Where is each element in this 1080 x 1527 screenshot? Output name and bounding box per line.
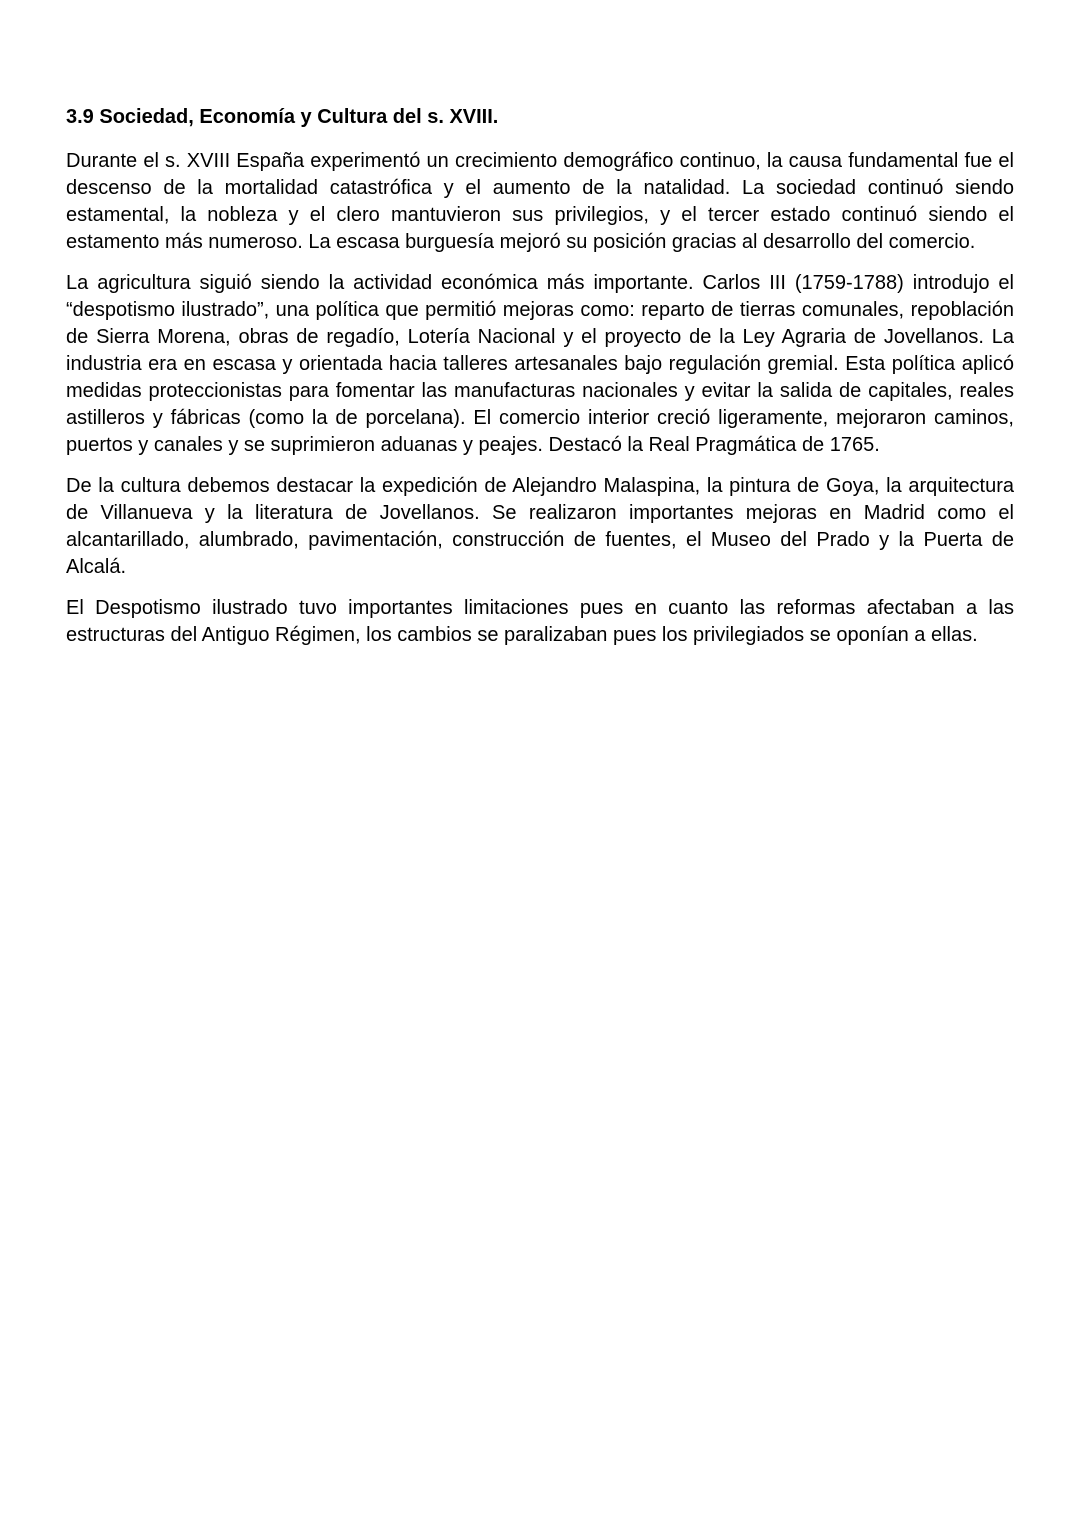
- paragraph-culture: De la cultura debemos destacar la expedición de Alejandro Malaspina, la pintura de Goya, la arquitectura de Villanueva y la literatura de Jovellanos. Se realizaron importantes mejoras en Madrid como el alcantarillado, alumbrado, pavimentación, construcción de fuentes, el Museo del Prado y la Puerta de Alcalá.: [66, 475, 1014, 578]
- section-heading: 3.9 Sociedad, Economía y Cultura del s. XVIII.: [66, 106, 499, 128]
- paragraph-demography: Durante el s. XVIII España experimentó un crecimiento demográfico continuo, la causa fundamental fue el descenso de la mortalidad catastrófica y el aumento de la natalidad. La sociedad continuó siendo estamental, la nobleza y el clero mantuvieron sus privilegios, y el tercer estado continuó siendo el estamento más numeroso. La escasa burguesía mejoró su posición gracias al desarrollo del comercio.: [66, 150, 1014, 253]
- paragraph-economy: La agricultura siguió siendo la actividad económica más importante. Carlos III (1759-1788) introdujo el “despotismo ilustrado”, una política que permitió mejoras como: reparto de tierras comunales, repoblación de Sierra Morena, obras de regadío, Lotería Nacional y el proyecto de la Ley Agraria de Jovellanos. La industria era en escasa y orientada hacia talleres artesanales bajo regulación gremial. Esta política aplicó medidas proteccionistas para fomentar las manufacturas nacionales y evitar la salida de capitales, reales astilleros y fábricas (como la de porcelana). El comercio interior creció ligeramente, mejoraron caminos, puertos y canales y se suprimieron aduanas y peajes. Destacó la Real Pragmática de 1765.: [66, 272, 1014, 456]
- document-body: [66, 104, 1014, 663]
- paragraph-limitations: El Despotismo ilustrado tuvo importantes limitaciones pues en cuanto las reformas afectaban a las estructuras del Antiguo Régimen, los cambios se paralizaban pues los privilegiados se oponían a ellas.: [66, 597, 1014, 646]
